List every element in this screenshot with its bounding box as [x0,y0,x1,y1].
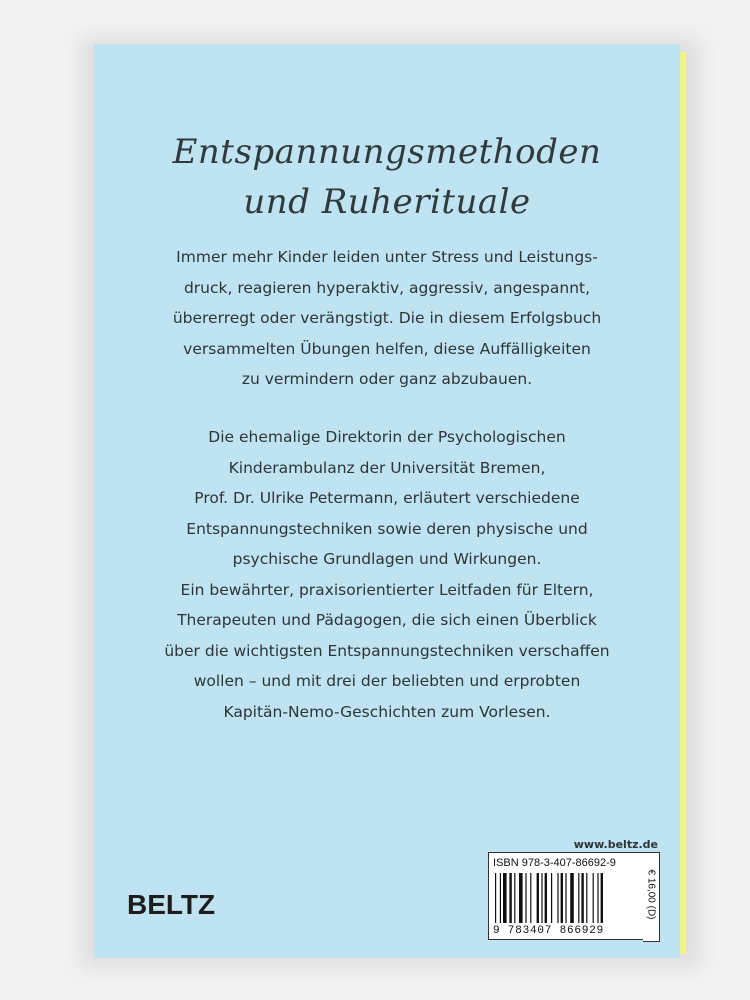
text-line: Kapitän-Nemo-Geschichten zum Vorlesen. [223,702,551,721]
paragraph-author [134,422,640,727]
text-line: wollen – und mit drei der beliebten und erprobten [193,672,581,690]
price-tag [643,852,660,942]
text-line: Entspannungstechniken sowie deren physische und [186,519,588,538]
publisher-website: www.beltz.de [573,838,658,851]
text-line: Die ehemalige Direktorin der Psychologischen [208,428,566,446]
barcode-digits: 9 783407 866929 [493,925,605,937]
text-line: Ein bewährter, praxisorientierter Leitfaden für Eltern, [180,580,594,599]
text-line: über die wichtigsten Entspannungstechniken verschaffen [164,641,610,660]
text-line: zu vermindern oder ganz abzubauen. [241,370,533,388]
text-line: übererregt oder verängstigt. Die in diesem Erfolgsbuch [172,309,602,327]
text-line: druck, reagieren hyperaktiv, aggressiv, angespannt, [183,278,591,297]
text-line: Kinderambulanz der Universität Bremen, [228,458,546,477]
barcode-bars [495,873,637,923]
publisher-logo: BELTZ [127,889,216,920]
title-line-1: Entspannungsmethoden [172,132,602,172]
title-line-2: und Ruherituale [243,182,531,222]
text-line: Therapeuten und Pädagogen, die sich einen Überblick [177,611,597,629]
text-line: versammelten Übungen helfen, diese Auffälligkeiten [183,339,591,358]
isbn-barcode [488,852,644,940]
price-label: € 16,00 (D) [645,869,657,920]
text-line: psychische Grundlagen und Wirkungen. [232,550,542,568]
text-line: Immer mehr Kinder leiden unter Stress und Leistungs- [176,248,598,266]
paragraph-intro [134,242,640,395]
book-back-cover [94,44,680,958]
isbn-label: ISBN 978-3-407-86692-9 [493,857,616,869]
text-line: Prof. Dr. Ulrike Petermann, erläutert verschiedene [194,489,580,507]
